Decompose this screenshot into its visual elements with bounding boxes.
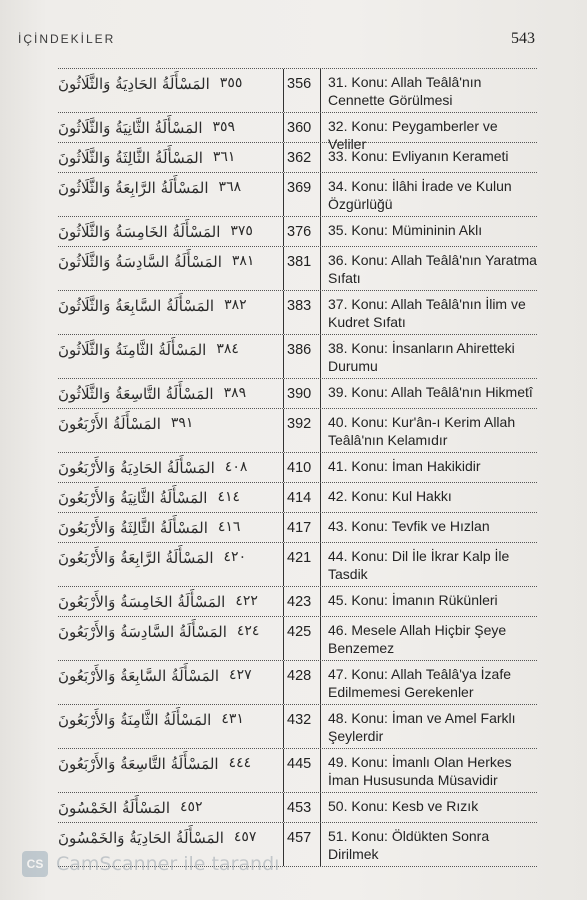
arabic-cell xyxy=(58,617,283,660)
toc-row xyxy=(58,113,537,152)
toc-row xyxy=(58,705,537,749)
arabic-title: المَسْأَلَةُ الخَامِسَةُ وَالأَرْبَعُونَ xyxy=(58,593,226,611)
page-number-cell: 421 xyxy=(283,543,321,586)
page-number-cell: 356 xyxy=(283,69,321,112)
toc-row xyxy=(58,661,537,705)
turkish-title: 50. Konu: Kesb ve Rızık xyxy=(328,798,479,814)
arabic-cell xyxy=(58,793,283,822)
toc-row xyxy=(58,587,537,617)
table-of-contents xyxy=(58,68,537,867)
arabic-cell xyxy=(58,483,283,512)
arabic-page-number: ٤٢٠ xyxy=(223,549,247,565)
camscanner-logo-icon: CS xyxy=(22,851,48,877)
arabic-cell xyxy=(58,113,283,142)
arabic-title: المَسْأَلَةُ السَّابِعَةُ وَالثَّلَاثُونَ xyxy=(58,297,215,315)
arabic-page-number: ٤١٤ xyxy=(217,489,241,505)
arabic-cell xyxy=(58,705,283,748)
page-number-cell: 410 xyxy=(283,453,321,482)
turkish-title: 36. Konu: Allah Teâlâ'nın Yaratma Sıfatı xyxy=(328,252,537,286)
watermark-text: CamScanner ile tarandı xyxy=(56,853,280,875)
toc-row xyxy=(58,543,537,587)
turkish-title: 42. Konu: Kul Hakkı xyxy=(328,488,452,504)
camscanner-watermark xyxy=(22,851,279,877)
turkish-title: 38. Konu: İnsanların Ahiretteki Durumu xyxy=(328,340,515,374)
turkish-title: 51. Konu: Öldükten Sonra Dirilmek xyxy=(328,828,490,862)
page-number-cell: 457 xyxy=(283,823,321,866)
turkish-title: 43. Konu: Tevfik ve Hızlan xyxy=(328,518,490,534)
arabic-cell xyxy=(58,379,283,408)
arabic-cell xyxy=(58,409,283,452)
page-number-cell: 423 xyxy=(283,587,321,616)
turkish-title: 31. Konu: Allah Teâlâ'nın Cennette Görülmesi xyxy=(328,74,482,108)
arabic-title: المَسْأَلَةُ السَّادِسَةُ وَالثَّلَاثُونَ xyxy=(58,253,222,271)
arabic-cell xyxy=(58,335,283,378)
arabic-title: المَسْأَلَةُ الثَّالِثَةُ وَالثَّلَاثُونَ xyxy=(58,149,203,167)
arabic-cell xyxy=(58,143,283,172)
arabic-page-number: ٣٦١ xyxy=(212,149,236,165)
page-number-cell: 392 xyxy=(283,409,321,452)
turkish-title: 32. Konu: Peygamberler ve Veliler xyxy=(328,118,498,152)
toc-row xyxy=(58,217,537,247)
toc-row xyxy=(58,291,537,335)
arabic-cell xyxy=(58,513,283,542)
toc-row xyxy=(58,793,537,823)
arabic-page-number: ٤٢٧ xyxy=(229,667,252,683)
arabic-page-number: ٣٨٩ xyxy=(223,385,247,401)
arabic-page-number: ٣٩١ xyxy=(170,415,194,431)
page-number-cell: 360 xyxy=(283,113,321,142)
arabic-page-number: ٤٤٤ xyxy=(228,755,252,771)
page-number-cell: 425 xyxy=(283,617,321,660)
page-number-cell: 376 xyxy=(283,217,321,246)
arabic-page-number: ٤٢٤ xyxy=(236,623,260,639)
arabic-cell xyxy=(58,453,283,482)
page-number-cell: 369 xyxy=(283,173,321,216)
arabic-title: المَسْأَلَةُ الثَّانِيَةُ وَالثَّلَاثُونَ xyxy=(58,119,203,137)
arabic-cell xyxy=(58,217,283,246)
arabic-page-number: ٣٥٥ xyxy=(219,75,243,91)
page-number-cell: 428 xyxy=(283,661,321,704)
arabic-title: المَسْأَلَةُ الخَامِسَةُ وَالثَّلَاثُونَ xyxy=(58,223,221,241)
arabic-page-number: ٤٢٢ xyxy=(235,593,258,609)
page-number-cell: 432 xyxy=(283,705,321,748)
arabic-title: المَسْأَلَةُ الحَادِيَةُ وَالأَرْبَعُونَ xyxy=(58,459,215,477)
page-number-cell: 414 xyxy=(283,483,321,512)
turkish-title: 45. Konu: İmanın Rükünleri xyxy=(328,592,498,608)
turkish-title: 37. Konu: Allah Teâlâ'nın İlim ve Kudret Sıfatı xyxy=(328,296,526,330)
page-number-cell: 417 xyxy=(283,513,321,542)
turkish-title: 35. Konu: Mümininin Aklı xyxy=(328,222,483,238)
toc-row xyxy=(58,173,537,217)
arabic-page-number: ٣٥٩ xyxy=(212,119,236,135)
toc-row xyxy=(58,513,537,543)
arabic-title: المَسْأَلَةُ الرَّابِعَةُ وَالأَرْبَعُونَ xyxy=(58,549,214,567)
arabic-page-number: ٣٧٥ xyxy=(230,223,253,239)
arabic-cell xyxy=(58,291,283,334)
toc-row xyxy=(58,335,537,379)
arabic-title: المَسْأَلَةُ التَّاسِعَةُ وَالأَرْبَعُونَ xyxy=(58,755,219,773)
turkish-title: 48. Konu: İman ve Amel Farklı Şeylerdir xyxy=(328,710,516,744)
arabic-page-number: ٤٣١ xyxy=(221,711,244,727)
toc-row xyxy=(58,69,537,113)
arabic-title: المَسْأَلَةُ الثَّالِثَةُ وَالأَرْبَعُونَ xyxy=(58,519,208,537)
arabic-title: المَسْأَلَةُ السَّابِعَةُ وَالأَرْبَعُونَ xyxy=(58,667,220,685)
arabic-title: المَسْأَلَةُ الأَرْبَعُونَ xyxy=(58,415,161,433)
page-number-cell: 362 xyxy=(283,143,321,172)
arabic-cell xyxy=(58,661,283,704)
arabic-cell xyxy=(58,173,283,216)
page-number-cell: 445 xyxy=(283,749,321,792)
arabic-cell xyxy=(58,749,283,792)
toc-row xyxy=(58,483,537,513)
turkish-title: 40. Konu: Kur'ân-ı Kerim Allah Teâlâ'nın Kelamıdır xyxy=(328,414,516,448)
arabic-page-number: ٤٥٧ xyxy=(233,829,257,845)
arabic-title: المَسْأَلَةُ السَّادِسَةُ وَالأَرْبَعُونَ xyxy=(58,623,227,641)
arabic-title: المَسْأَلَةُ التَّاسِعَةُ وَالثَّلَاثُونَ xyxy=(58,385,214,403)
arabic-page-number: ٤٥٢ xyxy=(179,799,203,815)
toc-row xyxy=(58,453,537,483)
turkish-title: 44. Konu: Dil İle İkrar Kalp İle Tasdik xyxy=(328,548,510,582)
arabic-title: المَسْأَلَةُ الثَّامِنَةُ وَالثَّلَاثُونَ xyxy=(58,341,207,359)
turkish-title: 34. Konu: İlâhi İrade ve Kulun Özgürlüğü xyxy=(328,178,512,212)
arabic-cell xyxy=(58,543,283,586)
turkish-title: 49. Konu: İmanlı Olan Herkes İman Hususunda Müsavidir xyxy=(328,754,512,788)
arabic-page-number: ٣٨١ xyxy=(231,253,255,269)
toc-row xyxy=(58,143,537,173)
page-number: 543 xyxy=(511,30,535,47)
turkish-title: 41. Konu: İman Hakikidir xyxy=(328,458,481,474)
arabic-title: المَسْأَلَةُ الرَّابِعَةُ وَالثَّلَاثُونَ xyxy=(58,179,209,197)
turkish-title: 47. Konu: Allah Teâlâ'ya İzafe Edilmemesi Gerekenler xyxy=(328,666,511,700)
arabic-cell xyxy=(58,69,283,112)
toc-row xyxy=(58,749,537,793)
arabic-title: المَسْأَلَةُ الخَمْسُونَ xyxy=(58,799,170,817)
page-number-cell: 453 xyxy=(283,793,321,822)
toc-row xyxy=(58,617,537,661)
arabic-cell xyxy=(58,587,283,616)
toc-row xyxy=(58,409,537,453)
arabic-page-number: ٣٨٢ xyxy=(224,297,247,313)
page-number-cell: 383 xyxy=(283,291,321,334)
arabic-cell xyxy=(58,247,283,290)
arabic-title: المَسْأَلَةُ الثَّانِيَةُ وَالأَرْبَعُونَ xyxy=(58,489,208,507)
turkish-title: 46. Mesele Allah Hiçbir Şeye Benzemez xyxy=(328,622,507,656)
page-number-cell: 386 xyxy=(283,335,321,378)
page-header xyxy=(18,30,535,52)
turkish-title: 33. Konu: Evliyanın Kerameti xyxy=(328,148,509,164)
toc-row xyxy=(58,247,537,291)
arabic-title: المَسْأَلَةُ الحَادِيَةُ وَالخَمْسُونَ xyxy=(58,829,224,847)
arabic-page-number: ٤١٦ xyxy=(217,519,241,535)
arabic-title: المَسْأَلَةُ الثَّامِنَةُ وَالأَرْبَعُونَ xyxy=(58,711,212,729)
page-number-cell: 390 xyxy=(283,379,321,408)
arabic-title: المَسْأَلَةُ الحَادِيَةُ وَالثَّلَاثُونَ xyxy=(58,75,210,93)
turkish-title: 39. Konu: Allah Teâlâ'nın Hikmetî xyxy=(328,384,533,400)
toc-row xyxy=(58,379,537,409)
arabic-page-number: ٤٠٨ xyxy=(224,459,248,475)
page-number-cell: 381 xyxy=(283,247,321,290)
arabic-page-number: ٣٨٤ xyxy=(216,341,239,357)
running-head: İÇİNDEKİLER xyxy=(18,32,116,46)
arabic-page-number: ٣٦٨ xyxy=(218,179,242,195)
